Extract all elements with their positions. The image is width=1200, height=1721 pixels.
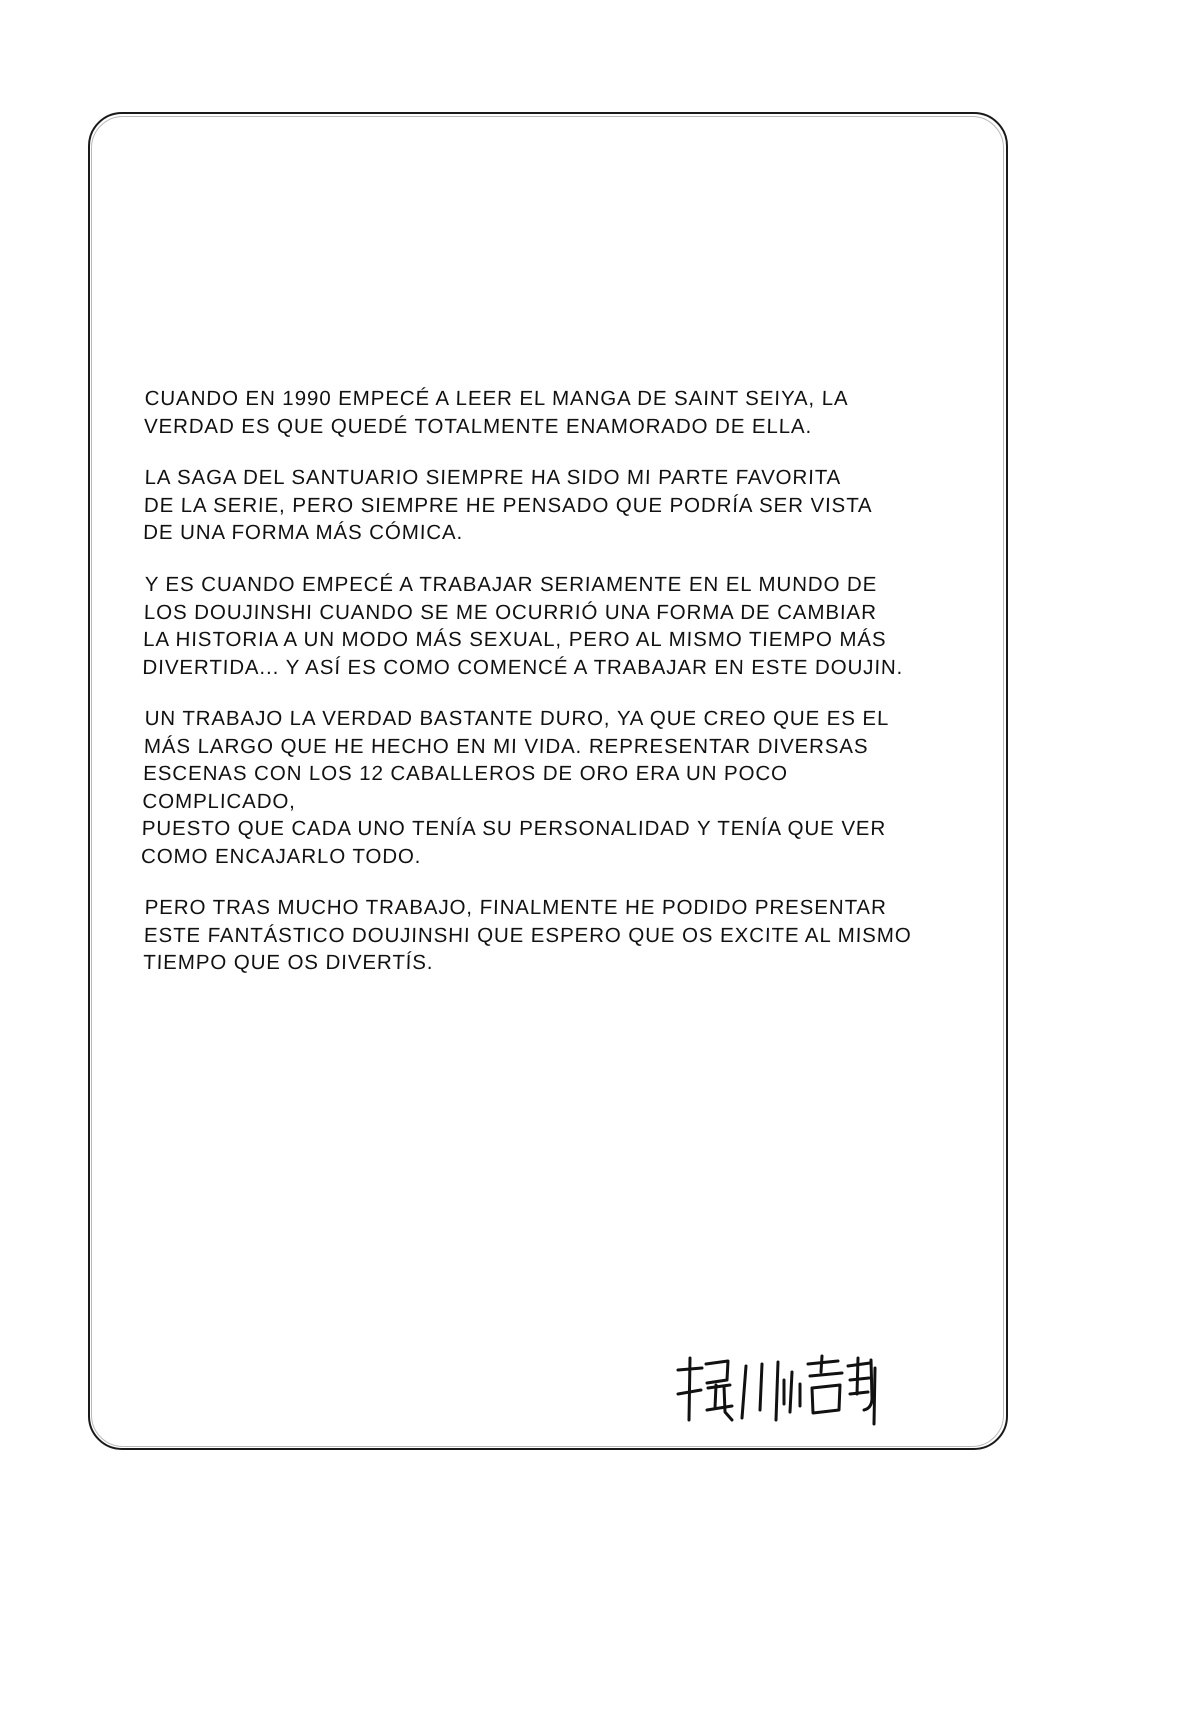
afterword-paragraph-3: Y ES CUANDO EMPECÉ A TRABAJAR SERIAMENTE EN EL MUNDO DE LOS DOUJINSHI CUANDO SE ME OCURRIÓ UNA FORMA DE CAMBIAR LA HISTORIA A UN MODO MÁS SEXUAL, PERO AL MISMO TIEMPO MÁS DIVERTIDA... Y ASÍ ES COMO COMENCÉ A TRABAJAR EN ESTE DOUJIN. xyxy=(142,572,904,678)
afterword-paragraph-5: PERO TRAS MUCHO TRABAJO, FINALMENTE HE PODIDO PRESENTAR ESTE FANTÁSTICO DOUJINSHI QUE ESPERO QUE OS EXCITE AL MISMO TIEMPO QUE OS DIVERTÍS. xyxy=(142,895,912,974)
signature-kanji-icon xyxy=(672,1350,882,1428)
author-signature xyxy=(672,1332,882,1410)
afterword-text-block xyxy=(140,385,935,976)
afterword-paragraph-4: UN TRABAJO LA VERDAD BASTANTE DURO, YA QUE CREO QUE ES EL MÁS LARGO QUE HE HECHO EN MI VIDA. REPRESENTAR DIVERSAS ESCENAS CON LOS 12 CABALLEROS DE ORO ERA UN POCO COMPLICADO, PUESTO QUE CADA UNO TENÍA SU PERSONALIDAD Y TENÍA QUE VER COMO ENCAJARLO TODO. xyxy=(140,706,890,867)
afterword-paragraph-1: CUANDO EN 1990 EMPECÉ A LEER EL MANGA DE SAINT SEIYA, LA VERDAD ES QUE QUEDÉ TOTALMENTE ENAMORADO DE ELLA. xyxy=(143,387,849,438)
afterword-paragraph-2: LA SAGA DEL SANTUARIO SIEMPRE HA SIDO MI PARTE FAVORITA DE LA SERIE, PERO SIEMPRE HE PENSADO QUE PODRÍA SER VISTA DE UNA FORMA MÁS CÓMICA. xyxy=(142,466,873,544)
